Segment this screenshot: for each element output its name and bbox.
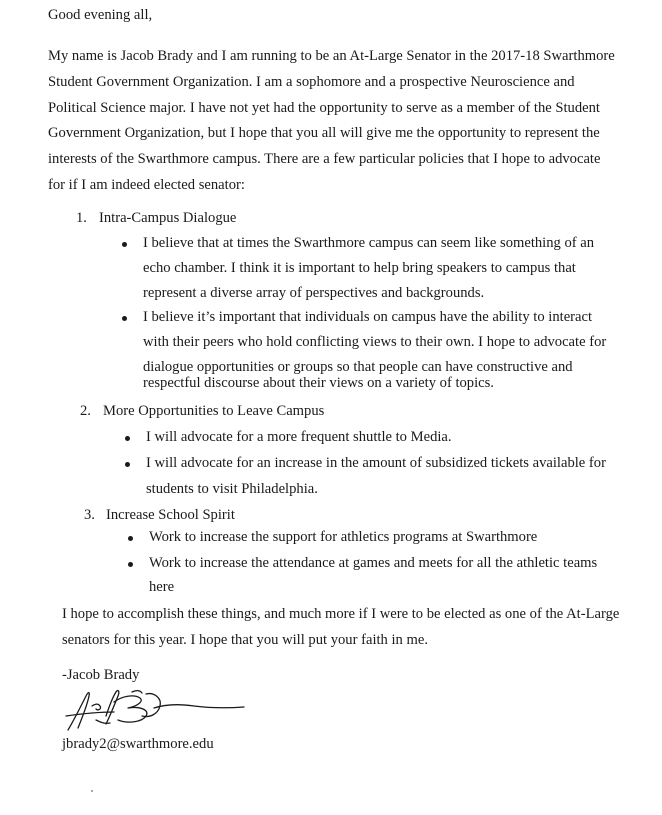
signature-stroke <box>68 693 89 730</box>
bullet-line: Work to increase the support for athletics programs at Swarthmore <box>149 529 538 545</box>
bullet-line: I will advocate for an increase in the amount of subsidized tickets available for <box>146 455 606 471</box>
greeting: Good evening all, <box>48 7 153 23</box>
bullet-point <box>122 316 127 321</box>
bullet-point <box>128 536 133 541</box>
bullet-line: here <box>149 579 175 595</box>
section-title: More Opportunities to Leave Campus <box>103 403 325 419</box>
bullet-line: Work to increase the attendance at games and meets for all the athletic teams <box>149 555 598 571</box>
bullet-point <box>125 462 130 467</box>
intro-line: My name is Jacob Brady and I am running to be an At-Large Senator in the 2017-18 Swarthmore <box>48 48 615 64</box>
section-title: Intra-Campus Dialogue <box>99 210 237 226</box>
bullet-point <box>125 436 130 441</box>
bullet-line: I will advocate for a more frequent shuttle to Media. <box>146 429 452 445</box>
intro-line: interests of the Swarthmore campus. There are a few particular policies that I hope to advocate <box>48 151 601 167</box>
bullet-line: I believe that at times the Swarthmore campus can seem like something of an <box>143 235 595 251</box>
intro-line: Government Organization, but I hope that you all will give me the opportunity to represent the <box>48 125 600 141</box>
bullet-point <box>128 562 133 567</box>
signature-stroke <box>132 691 142 693</box>
closing-line: senators for this year. I hope that you will put your faith in me. <box>62 632 428 648</box>
section-number: 2. <box>80 403 91 419</box>
signature-stroke <box>106 691 119 724</box>
bullet-line: students to visit Philadelphia. <box>146 481 318 497</box>
contact-email: jbrady2@swarthmore.edu <box>62 736 214 752</box>
bullet-line: echo chamber. I think it is important to help bring speakers to campus that <box>143 260 576 276</box>
bullet-line: with their peers who hold conflicting views to their own. I hope to advocate for <box>143 334 607 350</box>
signoff: -Jacob Brady <box>62 667 140 683</box>
intro-line: Student Government Organization. I am a sophomore and a prospective Neuroscience and <box>48 74 575 90</box>
signature-stroke <box>114 696 147 722</box>
bullet-point <box>122 242 127 247</box>
signature-stroke <box>142 694 160 717</box>
intro-line: Political Science major. I have not yet had the opportunity to serve as a member of the Student <box>48 100 600 116</box>
section-number: 1. <box>76 210 87 226</box>
bullet-line: represent a diverse array of perspectives and backgrounds. <box>143 285 485 301</box>
signature-stroke <box>154 705 244 708</box>
closing-line: I hope to accomplish these things, and much more if I were to be elected as one of the At-Large <box>62 606 620 622</box>
intro-line: for if I am indeed elected senator: <box>48 177 245 193</box>
section-number: 3. <box>84 507 95 523</box>
bullet-line: I believe it’s important that individuals on campus have the ability to interact <box>143 309 593 325</box>
scan-speck <box>91 790 93 792</box>
signature-image <box>62 684 248 736</box>
signature-stroke <box>92 704 101 710</box>
section-title: Increase School Spirit <box>106 507 235 523</box>
bullet-line: respectful discourse about their views on a variety of topics. <box>143 375 494 391</box>
bullet-line: dialogue opportunities or groups so that people can have constructive and <box>143 359 573 375</box>
